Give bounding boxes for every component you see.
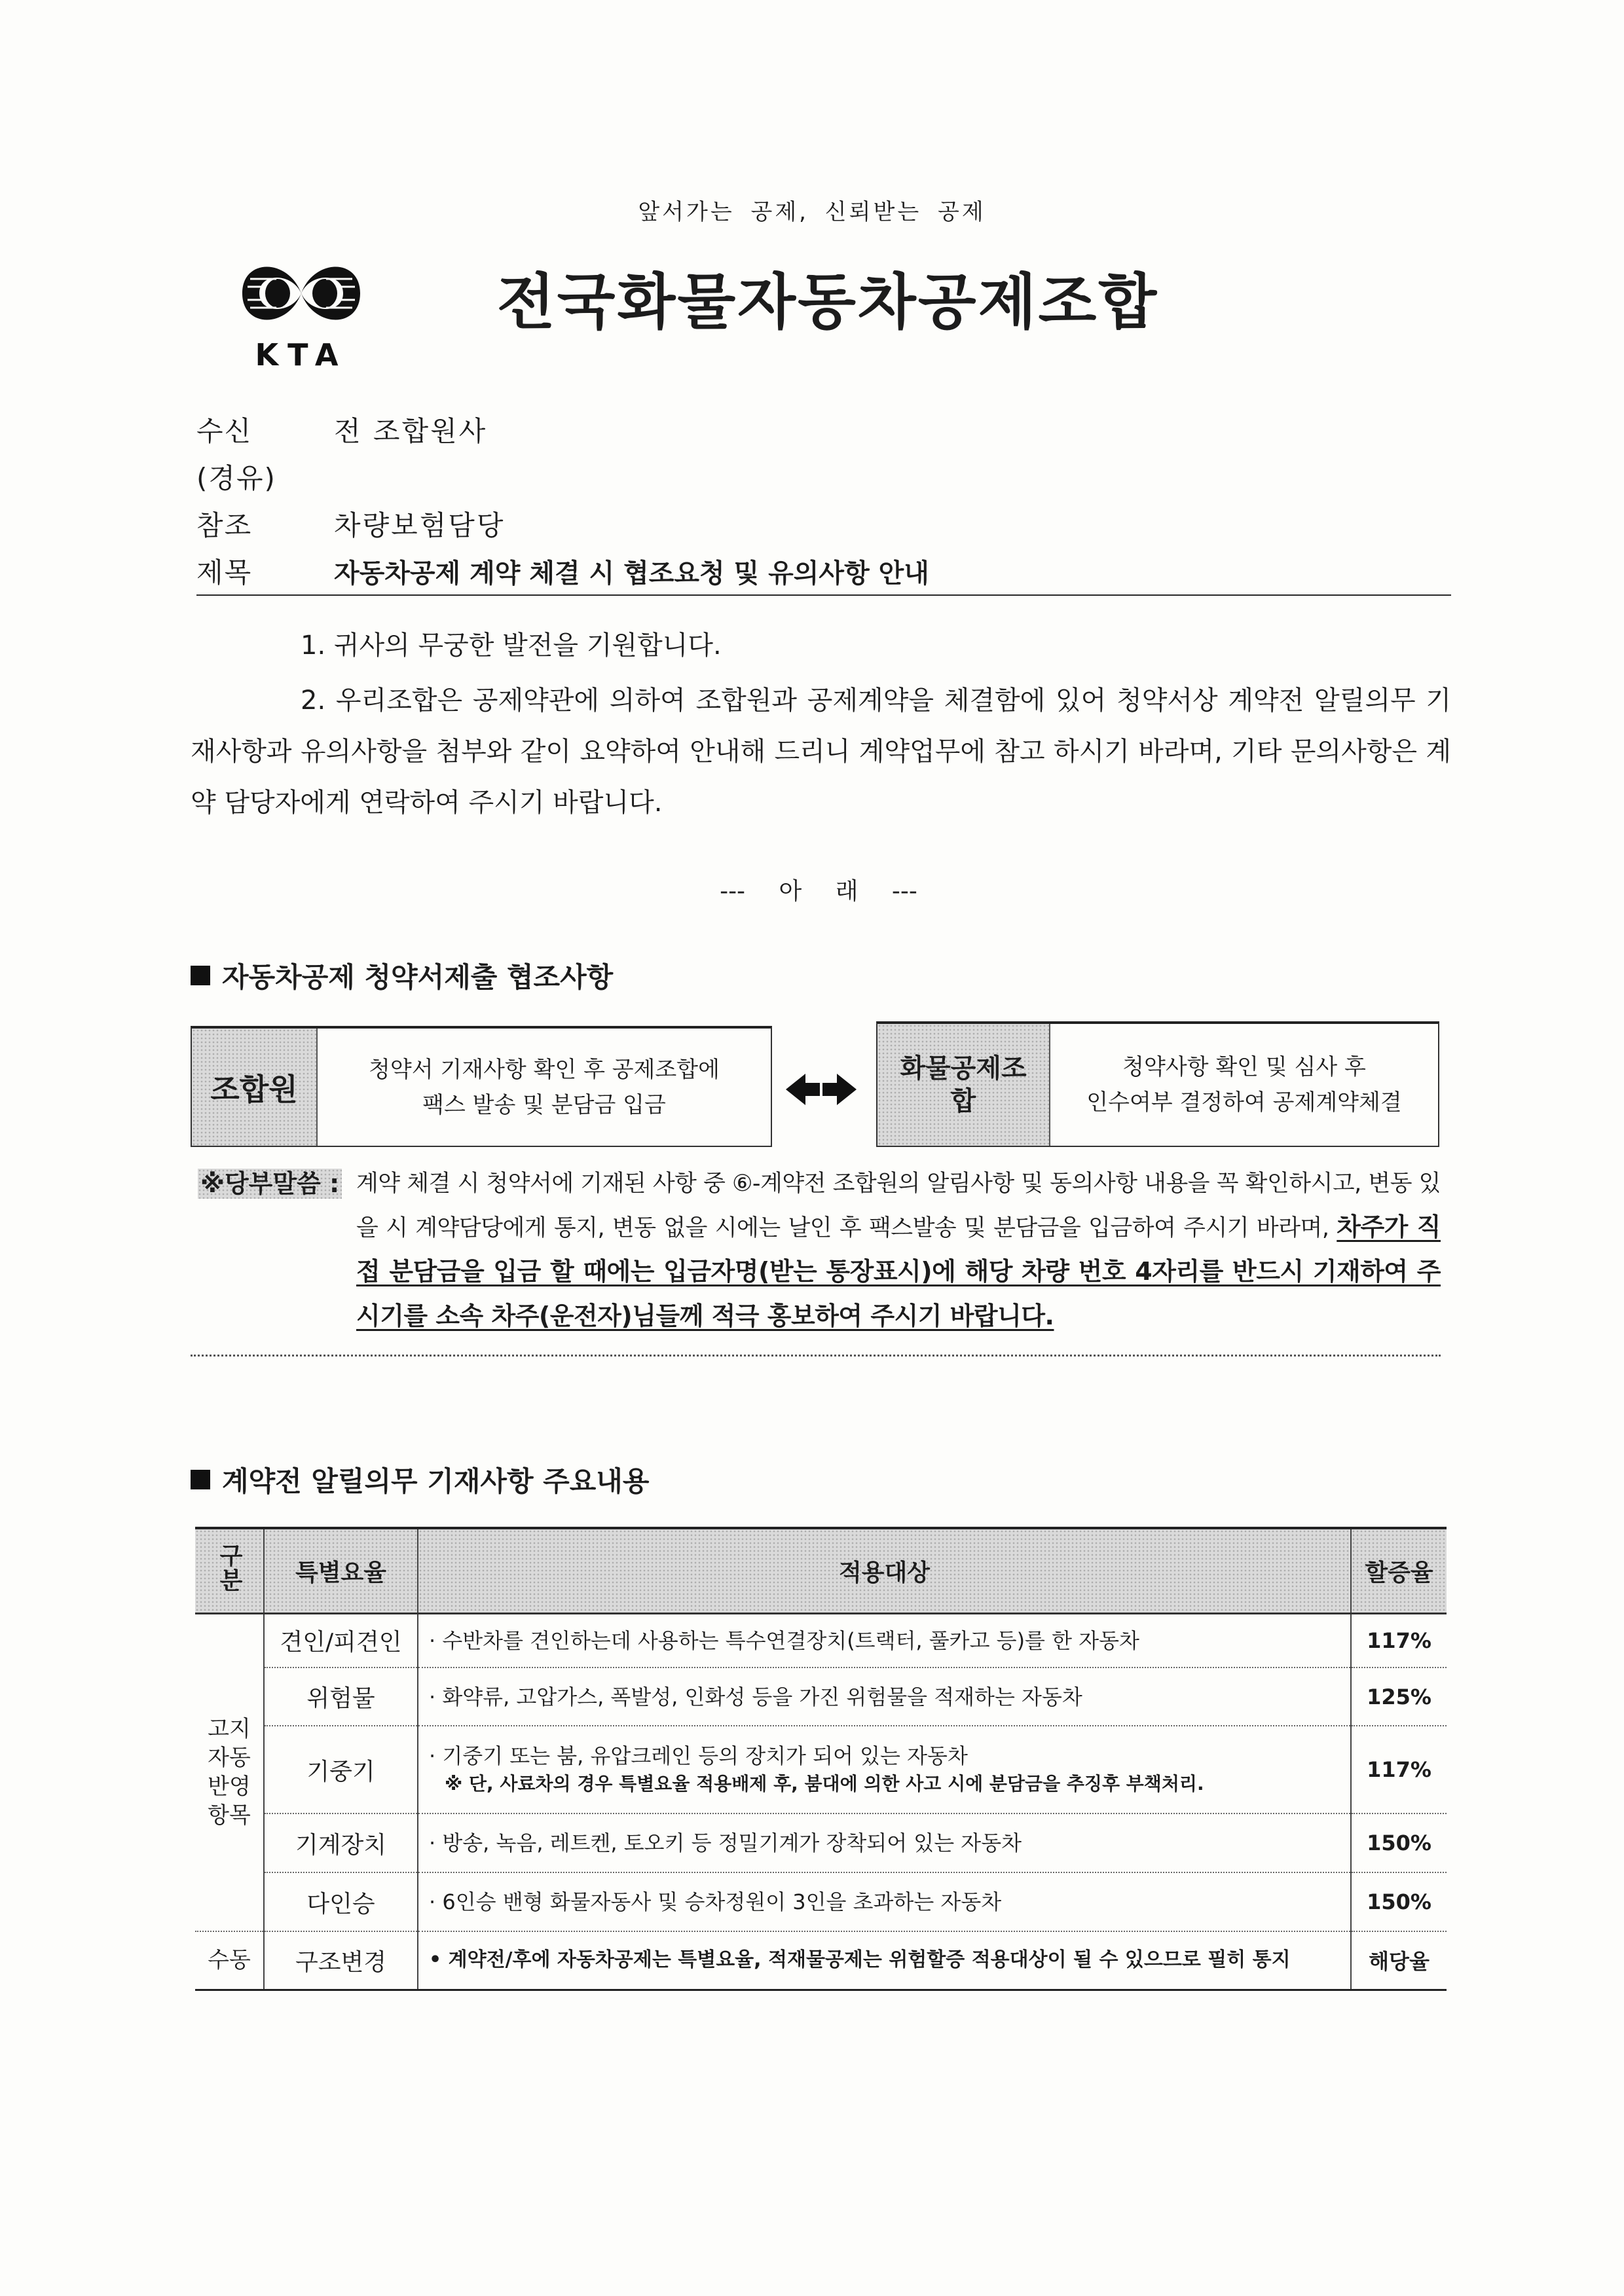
flow-line: 청약서 기재사항 확인 후 공제조합에 [369,1056,720,1083]
table-row [195,1872,1447,1931]
meta-via [196,453,1451,500]
meta-label: 수신 [196,415,253,447]
flow-label-text: 조합원 [210,1071,298,1107]
meta-reference [196,500,1451,547]
applicable-target: · 수반차를 견인하는데 사용하는 특수연결장치(트랙터, 풀카고 등)를 한 자동차 [418,1613,1351,1667]
flow-label-member [192,1029,318,1146]
rate-category: 기중기 [264,1726,418,1813]
disclosure-table-wrapper [195,1527,1447,1991]
rate-category: 견인/피견인 [264,1613,418,1667]
section-heading-disclosure [191,1460,649,1499]
flow-box-cooperative [876,1021,1439,1147]
surcharge-rate: 117% [1351,1726,1447,1813]
note-body [191,1162,1441,1339]
applicable-target: · 방송, 녹음, 레트켄, 토오키 등 정밀기계가 장착되어 있는 자동차 [418,1813,1351,1872]
meta-recipient [196,406,1451,453]
table-row [195,1813,1447,1872]
black-square-icon [191,1470,210,1489]
target-exception-note: ※ 단, 사료차의 경우 특별요율 적용배제 후, 붐대에 의한 사고 시에 분담금을 추징후 부책처리. [445,1773,1204,1795]
header-division [195,1528,264,1613]
table-header-row [195,1528,1447,1613]
applicable-target: • 계약전/후에 자동차공제는 특별요율, 적재물공제는 위험할증 적용대상이 될 수 있으므로 필히 통지 [418,1931,1351,1990]
header-applicable-target: 적용대상 [418,1528,1351,1613]
flow-text-cooperative [1050,1024,1438,1146]
rate-category: 위험물 [264,1667,418,1726]
header-text: 구분 [215,1542,243,1593]
surcharge-rate: 125% [1351,1667,1447,1726]
section-separator: --- 아 래 --- [720,878,917,905]
note-text: 계약 체결 시 청약서에 기재된 사항 중 ⑥-계약전 조합원의 알림사항 및 동의사항 내용을 꼭 확인하시고, 변동 있을 시 계약담당에게 통지, 변동 없을 시에는 날인 후 팩스발송 및 분담금을 입금하여 주시기 바라며, [356,1171,1441,1241]
header-special-rate: 특별요율 [264,1528,418,1613]
rate-category: 기계장치 [264,1813,418,1872]
black-square-icon [191,966,210,985]
table-row [195,1726,1447,1813]
auto-applied-group-label: 고지 자동 반영 항목 [195,1613,264,1931]
flow-line: 청약사항 확인 및 심사 후 [1122,1054,1366,1080]
meta-value: 차량보험담당 [334,509,506,541]
target-description: · 기중기 또는 붐, 유압크레인 등의 장치가 되어 있는 자동차 [429,1743,968,1768]
note-label: ※당부말씀 : [198,1169,342,1199]
applicable-target [418,1726,1351,1813]
applicable-target: · 6인승 밴형 화물자동사 및 승차정원이 3인을 초과하는 자동차 [418,1872,1351,1931]
surcharge-rate: 117% [1351,1613,1447,1667]
meta-subject [196,547,1451,594]
header-surcharge-rate: 할증율 [1351,1528,1447,1613]
meta-label: 제목 [196,556,253,589]
flow-label-line: 화물공제조 [900,1053,1027,1084]
kta-swirl-logo-icon [237,253,365,371]
rate-category: 구조변경 [264,1931,418,1990]
request-note [191,1162,1441,1357]
subject-value: 자동차공제 계약 체결 시 협조요청 및 유의사항 안내 [334,558,929,589]
flow-line: 팩스 발송 및 분담금 입금 [422,1091,666,1118]
logo-text: KTA [255,337,348,371]
surcharge-rate: 해당율 [1351,1931,1447,1990]
flow-label-line: 합 [950,1086,976,1116]
manual-group-label: 수동 [195,1931,264,1990]
body-paragraph-2: 2. 우리조합은 공제약관에 의하여 조합원과 공제계약을 체결함에 있어 청약서상 계약전 알릴의무 기재사항과 유의사항을 첨부와 같이 요약하여 안내해 드리니 계약업무에 참고 하시기 바라며, 기타 문의사항은 계약 담당자에게 연락하여 주시기 바랍니다. [191,685,1451,818]
section-heading-text: 자동차공제 청약서제출 협조사항 [222,961,614,993]
flow-box-member [191,1026,772,1147]
rate-category: 다인승 [264,1872,418,1931]
document-meta [196,406,1451,596]
disclosure-table [195,1527,1447,1991]
bidirectional-arrow-icon [786,1071,857,1108]
organization-name: 전국화물자동차공제조합 [496,267,1159,337]
note-emphasis: 차주가 직접 분담금을 입금 할 때에는 입금자명(받는 통장표시)에 해당 차량 번호 4자리를 반드시 기재하여 주시기를 소속 차주(운전자)님들께 적극 홍보하여 주시기 바랍니다. [356,1212,1441,1330]
surcharge-rate: 150% [1351,1872,1447,1931]
table-row [195,1613,1447,1667]
meta-label: 참조 [196,509,253,541]
flow-line: 인수여부 결정하여 공제계약체결 [1086,1089,1402,1116]
table-row-manual [195,1931,1447,1990]
tagline: 앞서가는 공제, 신뢰받는 공제 [638,199,986,225]
applicable-target: · 화약류, 고압가스, 폭발성, 인화성 등을 가진 위험물을 적재하는 자동차 [418,1667,1351,1726]
body-paragraph-1: 1. 귀사의 무궁한 발전을 기원합니다. [301,630,722,661]
flow-label-cooperative [877,1024,1050,1146]
flow-text-member [318,1029,771,1146]
meta-label: (경유) [196,462,276,494]
table-row [195,1667,1447,1726]
section-heading-submission [191,956,613,995]
meta-value: 전 조합원사 [334,415,488,447]
kta-logo [237,253,365,371]
section-heading-text: 계약전 알릴의무 기재사항 주요내용 [222,1465,650,1497]
surcharge-rate: 150% [1351,1813,1447,1872]
